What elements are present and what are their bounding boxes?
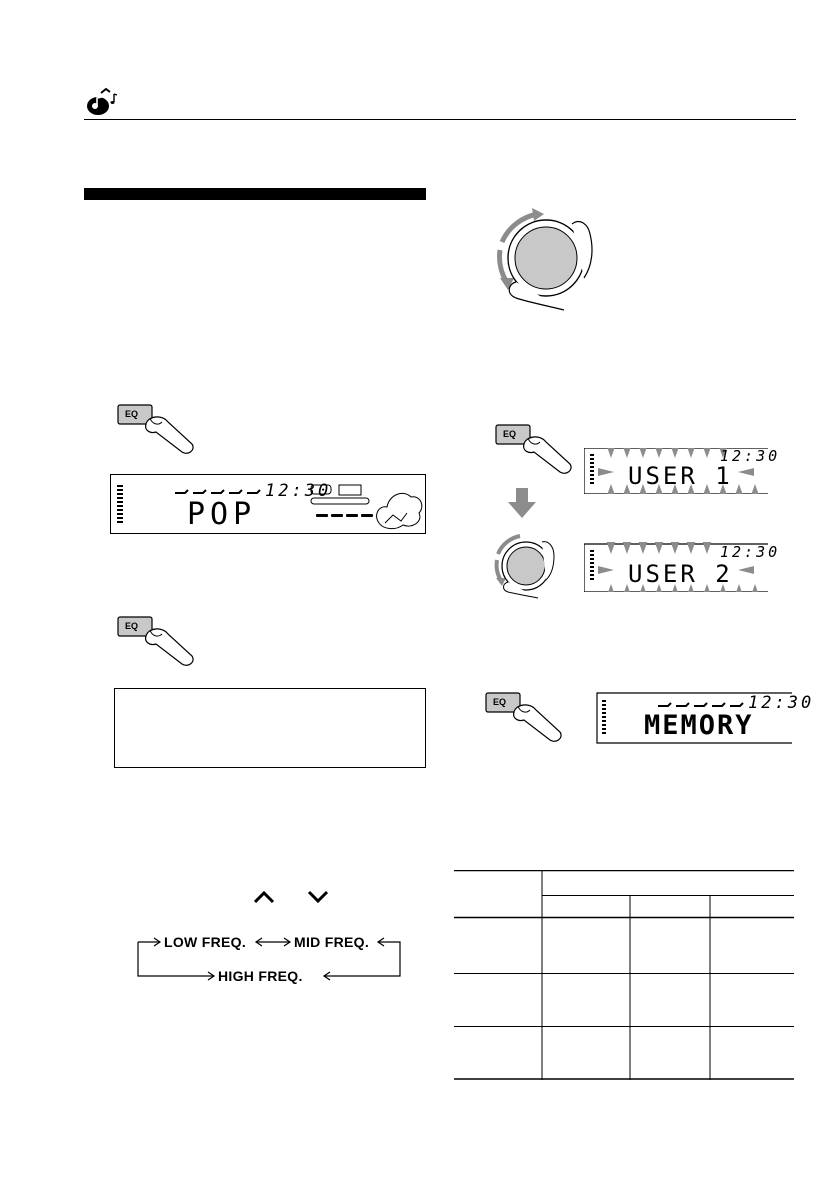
eq-button-illustration	[484, 690, 564, 746]
music-note-icon	[84, 84, 124, 118]
eq-button-label: EQ	[503, 429, 517, 439]
display-user-2: USER 2	[628, 560, 733, 588]
freq-label-high: HIGH FREQ.	[218, 968, 303, 984]
eq-button-illustration	[116, 402, 196, 458]
arrow-down-icon	[508, 488, 536, 518]
lcd-display-user-1	[584, 447, 781, 494]
eq-button-illustration	[116, 614, 196, 670]
display-mode-pop: POP	[187, 497, 257, 532]
section-heading-bar	[84, 188, 426, 200]
display-memory: MEMORY	[644, 710, 754, 741]
chevron-down-icon	[306, 890, 330, 904]
freq-label-low: LOW FREQ.	[164, 934, 247, 950]
note-box	[114, 688, 426, 768]
lcd-display-pop	[110, 474, 426, 534]
header-rule	[84, 119, 796, 120]
eq-button-label: EQ	[125, 621, 139, 631]
frequency-cycle-diagram	[134, 934, 404, 986]
lcd-display-memory	[596, 692, 815, 744]
eq-button-label: EQ	[493, 697, 507, 707]
eq-button-label: EQ	[125, 409, 139, 419]
display-time: 12:30	[265, 481, 332, 501]
eq-settings-table	[454, 870, 794, 1080]
control-dial-illustration	[488, 206, 600, 318]
eq-button-illustration	[494, 422, 574, 478]
chevron-up-icon	[252, 890, 276, 904]
display-user-1: USER 1	[628, 462, 733, 490]
lcd-display-user-2	[584, 542, 781, 592]
display-time: 12:30	[720, 447, 781, 465]
freq-label-mid: MID FREQ.	[294, 934, 370, 950]
display-time: 12:30	[748, 693, 815, 713]
control-dial-small-illustration	[490, 532, 560, 602]
display-time: 12:30	[720, 543, 781, 561]
